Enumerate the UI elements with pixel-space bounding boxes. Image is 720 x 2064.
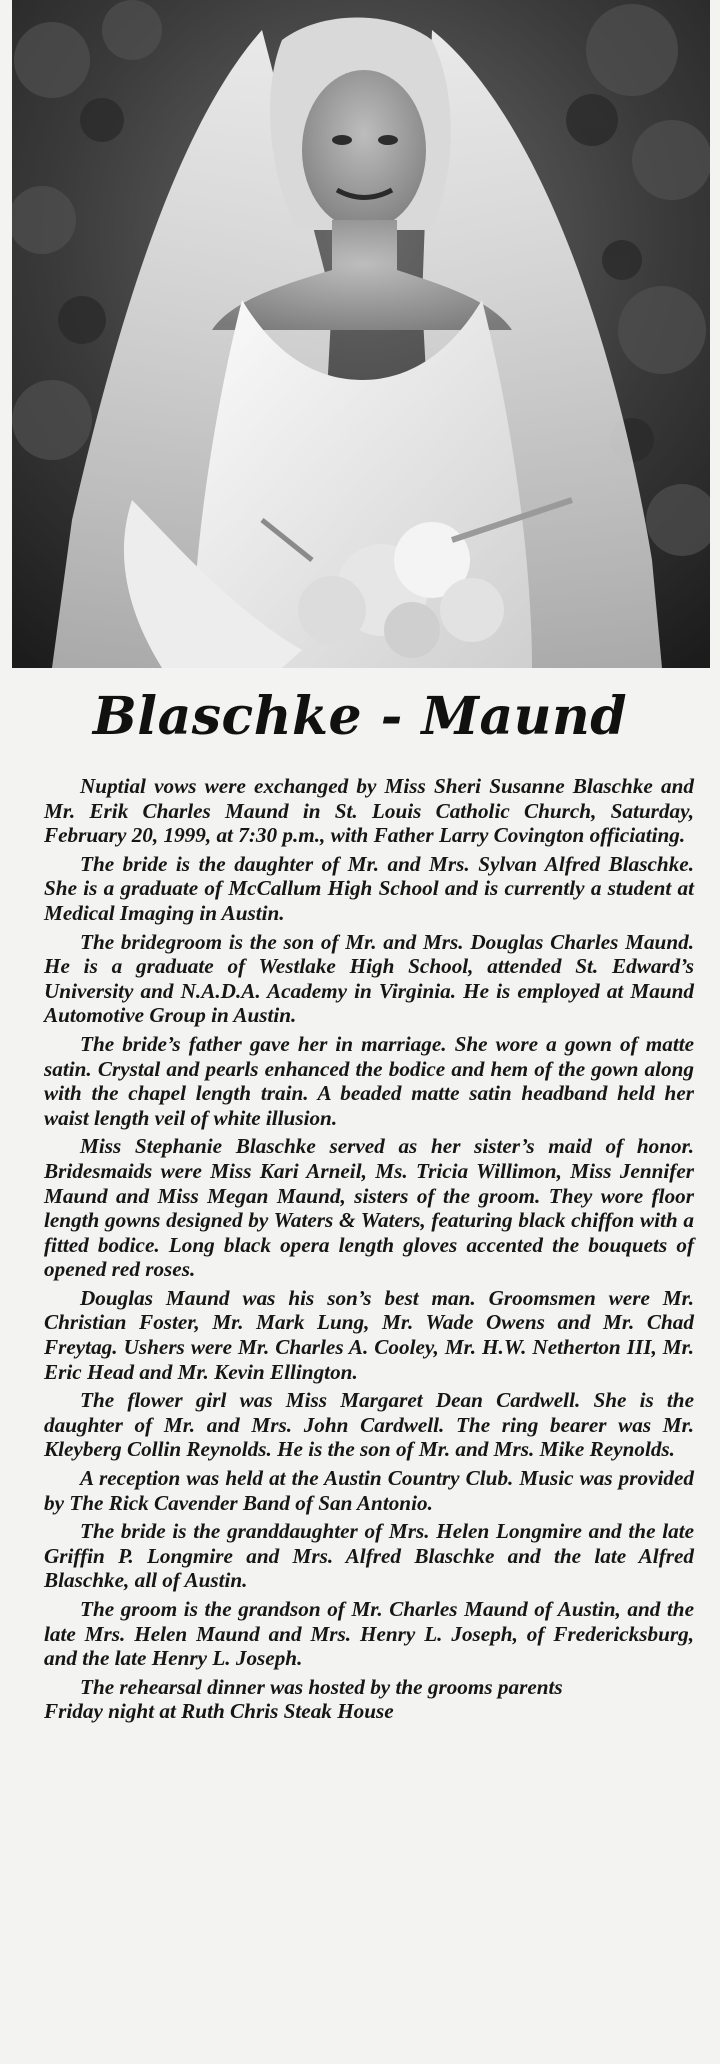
paragraph: Douglas Maund was his son’s best man. Groomsmen were Mr. Christian Foster, Mr. Mark Lung, Mr. Wade Owens and Mr. Chad Freytag. Ushers were Mr. Charles A. Cooley, Mr. H.W. Netherton III, Mr. Eric Head and Mr. Kevin Ellington. (44, 1285, 694, 1384)
article-headline: Blaschke - Maund (92, 686, 628, 747)
cut-off-line: Friday night at Ruth Chris Steak House (44, 1699, 394, 1724)
paragraph: A reception was held at the Austin Country Club. Music was provided by The Rick Cavender Band of San Antonio. (44, 1466, 694, 1515)
paragraph: The bride’s father gave her in marriage. She wore a gown of matte satin. Crystal and pearls enhanced the bodice and hem of the gown along with the chapel length train. A beaded matte satin headband held her waist length veil of white illusion. (44, 1031, 694, 1130)
paragraph: The bridegroom is the son of Mr. and Mrs. Douglas Charles Maund. He is a graduate of Westlake High School, attended St. Edward’s University and N.A.D.A. Academy in Virginia. He is employed at Maund Automotive Group in Austin. (44, 929, 694, 1028)
article-body (44, 774, 694, 1723)
paragraph: The groom is the grandson of Mr. Charles Maund of Austin, and the late Mrs. Helen Maund and Mrs. Henry L. Joseph, of Fredericksburg, and the late Henry L. Joseph. (44, 1597, 694, 1671)
paragraph: The flower girl was Miss Margaret Dean Cardwell. She is the daughter of Mr. and Mrs. John Cardwell. The ring bearer was Mr. Kleyberg Collin Reynolds. He is the son of Mr. and Mrs. Mike Reynolds. (44, 1388, 694, 1462)
paragraph: Nuptial vows were exchanged by Miss Sheri Susanne Blaschke and Mr. Erik Charles Maund in St. Louis Catholic Church, Saturday, February 20, 1999, at 7:30 p.m., with Father Larry Covington officiating. (44, 774, 694, 848)
paragraph: The rehearsal dinner was hosted by the grooms parents (80, 1674, 563, 1699)
paragraph: The bride is the granddaughter of Mrs. Helen Longmire and the late Griffin P. Longmire and Mrs. Alfred Blaschke and the late Alfred Blaschke, all of Austin. (44, 1519, 694, 1593)
paragraph: The bride is the daughter of Mr. and Mrs. Sylvan Alfred Blaschke. She is a graduate of McCallum High School and is currently a student at Medical Imaging in Austin. (44, 851, 694, 925)
paragraph: Miss Stephanie Blaschke served as her sister’s maid of honor. Bridesmaids were Miss Kari Arneil, Ms. Tricia Willimon, Miss Jennifer Maund and Miss Megan Maund, sisters of the groom. They wore floor length gowns designed by Waters & Waters, featuring black chiffon with a fitted bodice. Long black opera length gloves accented the bouquets of opened red roses. (44, 1134, 694, 1282)
wedding-photo (12, 0, 710, 668)
bride-portrait-image (12, 0, 710, 668)
